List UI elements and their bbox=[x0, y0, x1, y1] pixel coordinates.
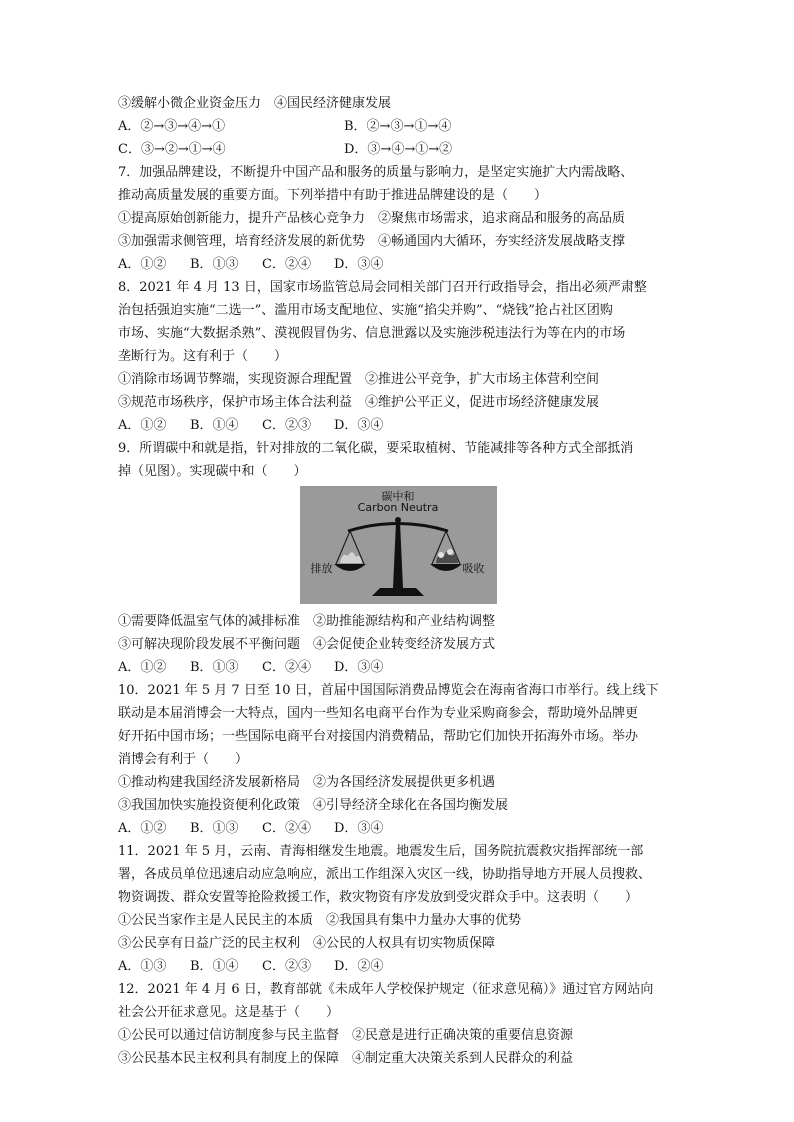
q6-option-a[interactable]: A．②→③→④→① bbox=[118, 119, 226, 134]
q7-stem-line: 推动高质量发展的重要方面。下列举措中有助于推进品牌建设的是（ ） bbox=[118, 188, 548, 203]
figure-right-label: 吸收 bbox=[462, 562, 485, 575]
q8-option-d[interactable]: D．③④ bbox=[334, 418, 384, 433]
q7-item-line: ③加强需求侧管理，培育经济发展的新优势 ④畅通国内大循环，夯实经济发展战略支撑 bbox=[118, 234, 626, 249]
carbon-neutral-scale-figure bbox=[300, 486, 497, 604]
q7-stem-line: 7．加强品牌建设，不断提升中国产品和服务的质量与影响力，是坚定实施扩大内需战略、 bbox=[118, 165, 634, 180]
q10-stem-line: 消博会有利于（ ） bbox=[118, 752, 249, 767]
q10-item-line: ③我国加快实施投资便利化政策 ④引导经济全球化在各国均衡发展 bbox=[118, 798, 509, 813]
q9-stem-line: 掉（见图）。实现碳中和（ ） bbox=[118, 464, 307, 479]
q6-option-b[interactable]: B．②→③→①→④ bbox=[344, 119, 452, 134]
figure-left-label: 排放 bbox=[310, 562, 333, 575]
q9-options bbox=[118, 656, 678, 679]
q11-stem-line: 物资调拨、群众安置等抢险救援工作，救灾物资有序发放到受灾群众手中。这表明（ ） bbox=[118, 890, 639, 905]
q6-option-c[interactable]: C．③→②→①→④ bbox=[118, 142, 226, 157]
q12-item-line: ③公民基本民主权利具有制度上的保障 ④制定重大决策关系到人民群众的利益 bbox=[118, 1051, 574, 1066]
q11-stem-line: 11．2021 年 5 月，云南、青海相继发生地震。地震发生后，国务院抗震救灾指挥部统一部 bbox=[118, 844, 644, 859]
q8-stem-line: 垄断行为。这有利于（ ） bbox=[118, 349, 288, 364]
q8-stem-line: 市场、实施“大数据杀熟”、漠视假冒伪劣、信息泄露以及实施涉税违法行为等在内的市场 bbox=[118, 326, 626, 341]
q10-stem-line: 好开拓中国市场；一些国际电商平台对接国内消费精品，帮助它们加快开拓海外市场。举办 bbox=[118, 729, 639, 744]
q9-figure-wrap bbox=[118, 486, 678, 604]
q9-option-a[interactable]: A．①② bbox=[118, 660, 167, 675]
q11-option-d[interactable]: D．②④ bbox=[334, 959, 384, 974]
q8-stem-line: 8．2021 年 4 月 13 日，国家市场监管总局会同相关部门召开行政指导会，指出必须严肃整 bbox=[118, 280, 647, 295]
q6-options-row-2 bbox=[118, 138, 678, 161]
q7-option-d[interactable]: D．③④ bbox=[334, 257, 384, 272]
q10-option-c[interactable]: C．②④ bbox=[262, 821, 311, 836]
q11-option-a[interactable]: A．①③ bbox=[118, 959, 167, 974]
q6-option-d[interactable]: D．③→④→①→② bbox=[344, 142, 453, 157]
q10-options bbox=[118, 817, 678, 840]
q8-options bbox=[118, 414, 678, 437]
q9-option-d[interactable]: D．③④ bbox=[334, 660, 384, 675]
q10-stem-line: 10．2021 年 5 月 7 日至 10 日，首届中国国际消费品博览会在海南省海口市举行。线上线下 bbox=[118, 683, 659, 698]
q11-option-c[interactable]: C．②③ bbox=[262, 959, 311, 974]
q7-option-b[interactable]: B．①③ bbox=[190, 257, 239, 272]
q10-option-a[interactable]: A．①② bbox=[118, 821, 167, 836]
q10-option-d[interactable]: D．③④ bbox=[334, 821, 384, 836]
q9-item-line: ③可解决现阶段发展不平衡问题 ④会促使企业转变经济发展方式 bbox=[118, 637, 496, 652]
q12-stem-line: 12．2021 年 4 月 6 日，教育部就《未成年人学校保护规定（征求意见稿）》通过官方网站向 bbox=[118, 982, 654, 997]
q8-item-line: ①消除市场调节弊端，实现资源合理配置 ②推进公平竞争，扩大市场主体营利空间 bbox=[118, 372, 600, 387]
q7-option-c[interactable]: C．②④ bbox=[262, 257, 311, 272]
q8-item-line: ③规范市场秩序，保护市场主体合法利益 ④维护公平正义，促进市场经济健康发展 bbox=[118, 395, 600, 410]
q11-options bbox=[118, 955, 678, 978]
q11-option-b[interactable]: B．①④ bbox=[190, 959, 239, 974]
figure-subtitle: Carbon Neutra bbox=[357, 501, 439, 514]
q9-option-c[interactable]: C．②④ bbox=[262, 660, 311, 675]
q8-stem-line: 治包括强迫实施“二选一”、滥用市场支配地位、实施“掐尖并购”、“烧钱”抢占社区团购 bbox=[118, 303, 613, 318]
q6-item-line: ③缓解小微企业资金压力 ④国民经济健康发展 bbox=[118, 96, 392, 111]
q7-option-a[interactable]: A．①② bbox=[118, 257, 167, 272]
q12-item-line: ①公民可以通过信访制度参与民主监督 ②民意是进行正确决策的重要信息资源 bbox=[118, 1028, 574, 1043]
exam-page bbox=[118, 92, 678, 1070]
q9-stem-line: 9．所谓碳中和就是指，针对排放的二氧化碳，要采取植树、节能减排等各种方式全部抵消 bbox=[118, 441, 634, 456]
figure-title: 碳中和 bbox=[381, 490, 415, 503]
q9-option-b[interactable]: B．①③ bbox=[190, 660, 239, 675]
q12-stem-line: 社会公开征求意见。这是基于（ ） bbox=[118, 1005, 340, 1020]
q8-option-c[interactable]: C．②③ bbox=[262, 418, 311, 433]
q9-item-line: ①需要降低温室气体的减排标准 ②助推能源结构和产业结构调整 bbox=[118, 614, 496, 629]
q8-option-b[interactable]: B．①④ bbox=[190, 418, 239, 433]
q11-item-line: ③公民享有日益广泛的民主权利 ④公民的人权具有切实物质保障 bbox=[118, 936, 496, 951]
q6-options-row-1 bbox=[118, 115, 678, 138]
q10-option-b[interactable]: B．①③ bbox=[190, 821, 239, 836]
q7-item-line: ①提高原始创新能力，提升产品核心竞争力 ②聚焦市场需求，追求商品和服务的高品质 bbox=[118, 211, 626, 226]
q8-option-a[interactable]: A．①② bbox=[118, 418, 167, 433]
q11-stem-line: 署，各成员单位迅速启动应急响应，派出工作组深入灾区一线，协助指导地方开展人员搜救、 bbox=[118, 867, 652, 882]
q11-item-line: ①公民当家作主是人民民主的本质 ②我国具有集中力量办大事的优势 bbox=[118, 913, 522, 928]
q7-options bbox=[118, 253, 678, 276]
q10-stem-line: 联动是本届消博会一大特点，国内一些知名电商平台作为专业采购商参会，帮助境外品牌更 bbox=[118, 706, 639, 721]
q10-item-line: ①推动构建我国经济发展新格局 ②为各国经济发展提供更多机遇 bbox=[118, 775, 496, 790]
